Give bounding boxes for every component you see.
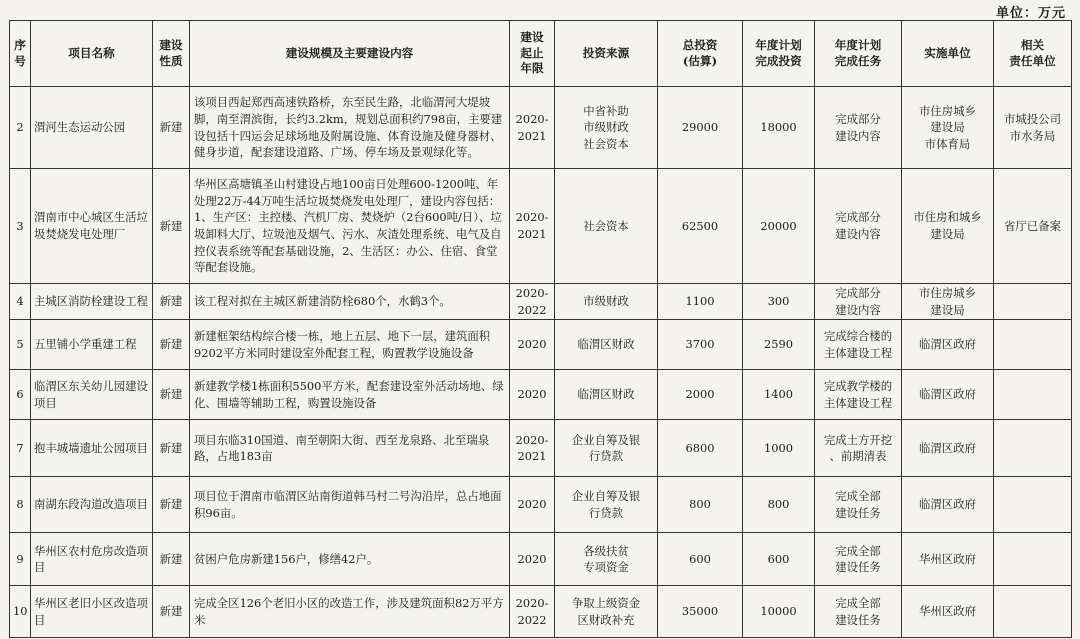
row-no: 3 [10,169,31,284]
row-no: 10 [10,586,31,638]
row-unit: 临渭区政府 [902,420,994,477]
row-name: 华州区老旧小区改造项目 [31,586,153,638]
table-row [10,477,1072,533]
row-task: 完成部分 建设内容 [815,169,902,284]
row-resp [994,477,1072,533]
row-type: 新建 [153,420,190,477]
row-source: 市级财政 [555,284,658,320]
row-years: 2020 [510,477,555,533]
row-unit: 临渭区政府 [902,370,994,420]
header-annual: 年度计划 完成投资 [743,21,815,87]
table-row [10,420,1072,477]
row-task: 完成综合楼的 主体建设工程 [815,320,902,370]
row-no: 7 [10,420,31,477]
row-type: 新建 [153,477,190,533]
header-no: 序 号 [10,21,31,87]
row-total: 800 [658,477,743,533]
header-source: 投资来源 [555,21,658,87]
header-type: 建设 性质 [153,21,190,87]
row-years: 2020 [510,320,555,370]
row-source: 临渭区财政 [555,320,658,370]
row-unit: 市住房城乡 建设局 市体育局 [902,87,994,169]
row-name: 渭南市中心城区生活垃圾焚烧发电处理厂 [31,169,153,284]
table-header-row [10,21,1072,87]
project-table [9,20,1072,638]
row-no: 8 [10,477,31,533]
row-years: 2020- 2021 [510,420,555,477]
row-resp [994,320,1072,370]
row-total: 35000 [658,586,743,638]
row-no: 2 [10,87,31,169]
row-annual: 1400 [743,370,815,420]
row-source: 企业自筹及银 行贷款 [555,420,658,477]
row-type: 新建 [153,169,190,284]
row-source: 各级扶贫 专项资金 [555,533,658,586]
row-name: 渭河生态运动公园 [31,87,153,169]
row-name: 临渭区东关幼儿园建设项目 [31,370,153,420]
row-resp [994,370,1072,420]
row-unit: 华州区政府 [902,586,994,638]
row-resp [994,284,1072,320]
row-years: 2020 [510,533,555,586]
row-no: 5 [10,320,31,370]
row-annual: 800 [743,477,815,533]
row-total: 2000 [658,370,743,420]
row-task: 完成全部 建设任务 [815,533,902,586]
row-unit: 市住房和城乡 建设局 [902,169,994,284]
header-name: 项目名称 [31,21,153,87]
row-unit: 市住房城乡 建设局 [902,284,994,320]
row-task: 完成全部 建设任务 [815,477,902,533]
header-content: 建设规模及主要建设内容 [190,21,510,87]
header-task: 年度计划 完成任务 [815,21,902,87]
row-content: 项目东临310国道、南至朝阳大街、西至龙泉路、北至瑞泉路，占地183亩 [190,420,510,477]
row-annual: 600 [743,533,815,586]
row-unit: 临渭区政府 [902,477,994,533]
unit-label: 单位：万元 [995,6,1066,21]
row-years: 2020- 2022 [510,586,555,638]
row-years: 2020- 2022 [510,284,555,320]
table-row [10,586,1072,638]
row-total: 6800 [658,420,743,477]
table-row [10,284,1072,320]
row-name: 南湖东段沟道改造项目 [31,477,153,533]
row-years: 2020- 2021 [510,87,555,169]
row-task: 完成全部 建设任务 [815,586,902,638]
row-resp: 市城投公司 市水务局 [994,87,1072,169]
table-row [10,169,1072,284]
row-annual: 10000 [743,586,815,638]
row-content: 该项目西起郑西高速铁路桥，东至民生路，北临渭河大堤坡脚，南至渭滨街，长约3.2km，规划总面积约798亩，主要建设包括十四运会足球场地及附属设施、体育设施及健身器材、健身步道，配套建设道路、广场、停车场及景观绿化等。 [190,87,510,169]
row-total: 1100 [658,284,743,320]
row-total: 600 [658,533,743,586]
row-no: 9 [10,533,31,586]
row-total: 62500 [658,169,743,284]
row-type: 新建 [153,284,190,320]
row-annual: 1000 [743,420,815,477]
row-content: 项目位于渭南市临渭区站南街道韩马村二号沟沿岸，总占地面积96亩。 [190,477,510,533]
row-content: 该工程对拟在主城区新建消防栓680个，水鹤3个。 [190,284,510,320]
header-years: 建设 起止 年限 [510,21,555,87]
row-annual: 2590 [743,320,815,370]
row-resp: 省厅已备案 [994,169,1072,284]
table-row [10,87,1072,169]
row-content: 新建框架结构综合楼一栋，地上五层、地下一层，建筑面积9202平方米同时建设室外配套工程，购置教学设施设备 [190,320,510,370]
row-annual: 300 [743,284,815,320]
row-resp [994,586,1072,638]
row-task: 完成土方开挖 、前期清表 [815,420,902,477]
row-content: 完成全区126个老旧小区的改造工作，涉及建筑面积82万平方米 [190,586,510,638]
row-content: 华州区高塘镇圣山村建设占地100亩日处理600-1200吨、年处理22万-44万吨生活垃圾焚烧发电处理厂，建设内容包括：1、生产区：主控楼、汽机厂房、焚烧炉（2台600吨/日）、垃圾卸料大厅、垃圾池及烟气、污水、灰渣处理系统、电气及自控仪表系统等配套基础设施，2、生活区：办公、住宿、食堂等配套设施。 [190,169,510,284]
row-resp [994,533,1072,586]
row-source: 中省补助 市级财政 社会资本 [555,87,658,169]
row-total: 29000 [658,87,743,169]
row-type: 新建 [153,320,190,370]
row-content: 新建教学楼1栋面积5500平方米，配套建设室外活动场地、绿化、围墙等辅助工程，购置设施设备 [190,370,510,420]
row-source: 临渭区财政 [555,370,658,420]
row-unit: 临渭区政府 [902,320,994,370]
header-resp: 相关 责任单位 [994,21,1072,87]
row-years: 2020- 2021 [510,169,555,284]
row-source: 企业自筹及银 行贷款 [555,477,658,533]
row-annual: 20000 [743,169,815,284]
row-type: 新建 [153,586,190,638]
row-name: 华州区农村危房改造项目 [31,533,153,586]
table-row [10,320,1072,370]
row-task: 完成教学楼的 主体建设工程 [815,370,902,420]
row-type: 新建 [153,533,190,586]
row-annual: 18000 [743,87,815,169]
row-name: 五里铺小学重建工程 [31,320,153,370]
row-total: 3700 [658,320,743,370]
row-type: 新建 [153,87,190,169]
row-type: 新建 [153,370,190,420]
row-name: 主城区消防栓建设工程 [31,284,153,320]
table-row [10,533,1072,586]
row-unit: 华州区政府 [902,533,994,586]
header-unit: 实施单位 [902,21,994,87]
row-content: 贫困户危房新建156户，修缮42户。 [190,533,510,586]
row-no: 4 [10,284,31,320]
row-source: 社会资本 [555,169,658,284]
row-task: 完成部分 建设内容 [815,284,902,320]
table-row [10,370,1072,420]
row-no: 6 [10,370,31,420]
row-source: 争取上级资金 区财政补充 [555,586,658,638]
row-name: 抱丰城墙遗址公园项目 [31,420,153,477]
row-years: 2020 [510,370,555,420]
header-total: 总投资 (估算) [658,21,743,87]
row-resp [994,420,1072,477]
row-task: 完成部分 建设内容 [815,87,902,169]
